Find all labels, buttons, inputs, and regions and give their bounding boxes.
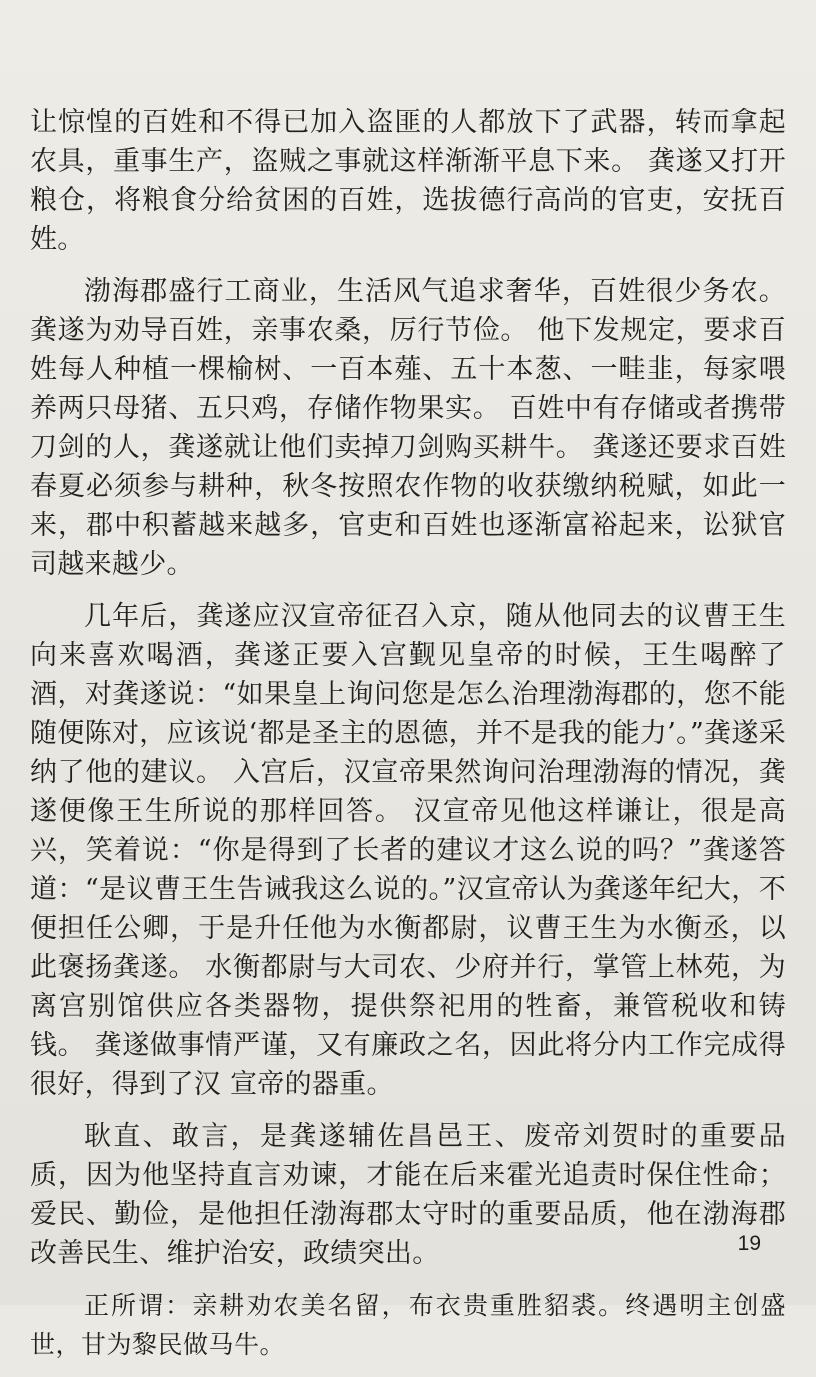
paragraph-bohai-reform: 渤海郡盛行工商业，生活风气追求奢华，百姓很少务农。 龚遂为劝导百姓，亲事农桑，厉行节俭。 他下发规定，要求百姓每人种植一棵榆树、一百本薤、五十本葱、一畦韭，每家喂养两只母猪、五只鸡，存储作物果实。 百姓中有存储或者携带刀剑的人，龚遂就让他们卖掉刀剑购买耕牛。 龚遂还要求百姓春夏必须参与耕种，秋冬按照农作物的收获缴纳税赋，如此一来，郡中积蓄越来越多，官吏和百姓也逐渐富裕起来，讼狱官司越来越少。	[30, 276, 786, 580]
page-number: 19	[737, 1232, 761, 1255]
closing-verse: 正所谓：亲耕劝农美名留，布衣贵重胜貂裘。终遇明主创盛世，甘为黎民做马牛。	[30, 1291, 786, 1359]
paragraph-summons-to-capital: 几年后，龚遂应汉宣帝征召入京，随从他同去的议曹王生向来喜欢喝酒，龚遂正要入宫觐见皇帝的时候，王生喝醉了酒，对龚遂说：“如果皇上询问您是怎么治理渤海郡的，您不能随便陈对，应该说‘都是圣主的恩德，并不是我的能力’。”龚遂采纳了他的建议。 入宫后，汉宣帝果然询问治理渤海的情况，龚遂便像王生所说的那样回答。 汉宣帝见他这样谦让，很是高兴，笑着说：“你是得到了长者的建议才这么说的吗？”龚遂答道：“是议曹王生告诫我这么说的。”汉宣帝认为龚遂年纪大，不便担任公卿，于是升任他为水衡都尉，议曹王生为水衡丞，以此褒扬龚遂。 水衡都尉与大司农、少府并行，掌管上林苑，为离宫别馆供应各类器物，提供祭祀用的牲畜，兼管税收和铸钱。 龚遂做事情严谨，又有廉政之名，因此将分内工作完成得很好，得到了汉 宣帝的器重。	[30, 601, 786, 1100]
body-text	[30, 103, 786, 1377]
paragraph-continued: 让惊惶的百姓和不得已加入盗匪的人都放下了武器，转而拿起农具，重事生产，盗贼之事就这样渐渐平息下来。 龚遂又打开粮仓，将粮食分给贫困的百姓，选拔德行高尚的官吏，安抚百姓。	[30, 107, 786, 255]
paragraph-character-summary: 耿直、敢言，是龚遂辅佐昌邑王、废帝刘贺时的重要品质，因为他坚持直言劝谏，才能在后来霍光追责时保住性命；爱民、勤俭，是他担任渤海郡太守时的重要品质，他在渤海郡改善民生、维护治安，政绩突出。	[30, 1121, 786, 1269]
